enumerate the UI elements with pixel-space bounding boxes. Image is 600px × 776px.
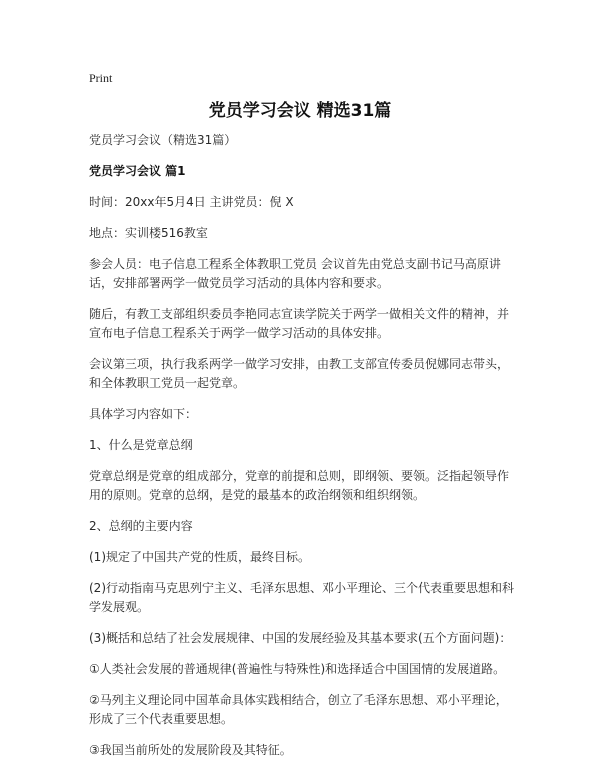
document-body <box>89 131 519 772</box>
sub-point-1: ①人类社会发展的普通规律(普遍性与特殊性)和选择适合中国国情的发展道路。 <box>89 662 506 676</box>
list-item-2-title: 2、总纲的主要内容 <box>89 519 193 533</box>
sub-point-3: ③我国当前所处的发展阶段及其特征。 <box>89 743 292 757</box>
point-1: (1)规定了中国共产党的性质，最终目标。 <box>89 550 310 564</box>
paragraph-third-item: 会议第三项，执行我系两学一做学习安排，由教工支部宣传委员倪娜同志带头，和全体教职工党员一起党章。 <box>89 357 510 390</box>
paragraph-followup: 随后，有教工支部组织委员李艳同志宣读学院关于两学一做相关文件的精神，并宣布电子信息工程系关于两学一做学习活动的具体安排。 <box>89 307 510 340</box>
point-2: (2)行动指南马克思列宁主义、毛泽东思想、邓小平理论、三个代表重要思想和科学发展观。 <box>89 581 515 614</box>
section-heading: 党员学习会议 篇1 <box>89 164 186 178</box>
study-content-intro: 具体学习内容如下： <box>89 407 198 421</box>
attendees-paragraph: 参会人员：电子信息工程系全体教职工党员 会议首先由党总支副书记马高原讲话，安排部署两学一做党员学习活动的具体内容和要求。 <box>89 257 501 290</box>
list-item-1-title: 1、什么是党章总纲 <box>89 438 193 452</box>
page-title: 党员学习会议 精选31篇 <box>208 101 392 121</box>
doc-subtitle: 党员学习会议（精选31篇） <box>89 133 237 147</box>
point-3: (3)概括和总结了社会发展规律、中国的发展经验及其基本要求(五个方面问题)： <box>89 631 512 645</box>
sub-point-2: ②马列主义理论同中国革命具体实践相结合，创立了毛泽东思想、邓小平理论，形成了三个代表重要思想。 <box>89 693 508 726</box>
print-link[interactable]: Print <box>89 71 113 85</box>
meeting-location: 地点：实训楼516教室 <box>89 226 208 240</box>
general-principle-definition: 党章总纲是党章的组成部分，党章的前提和总则，即纲领、要领。泛指起领导作用的原则。党章的总纲，是党的最基本的政治纲领和组织纲领。 <box>89 469 510 502</box>
meeting-time: 时间：20xx年5月4日 主讲党员：倪 X <box>89 195 294 209</box>
